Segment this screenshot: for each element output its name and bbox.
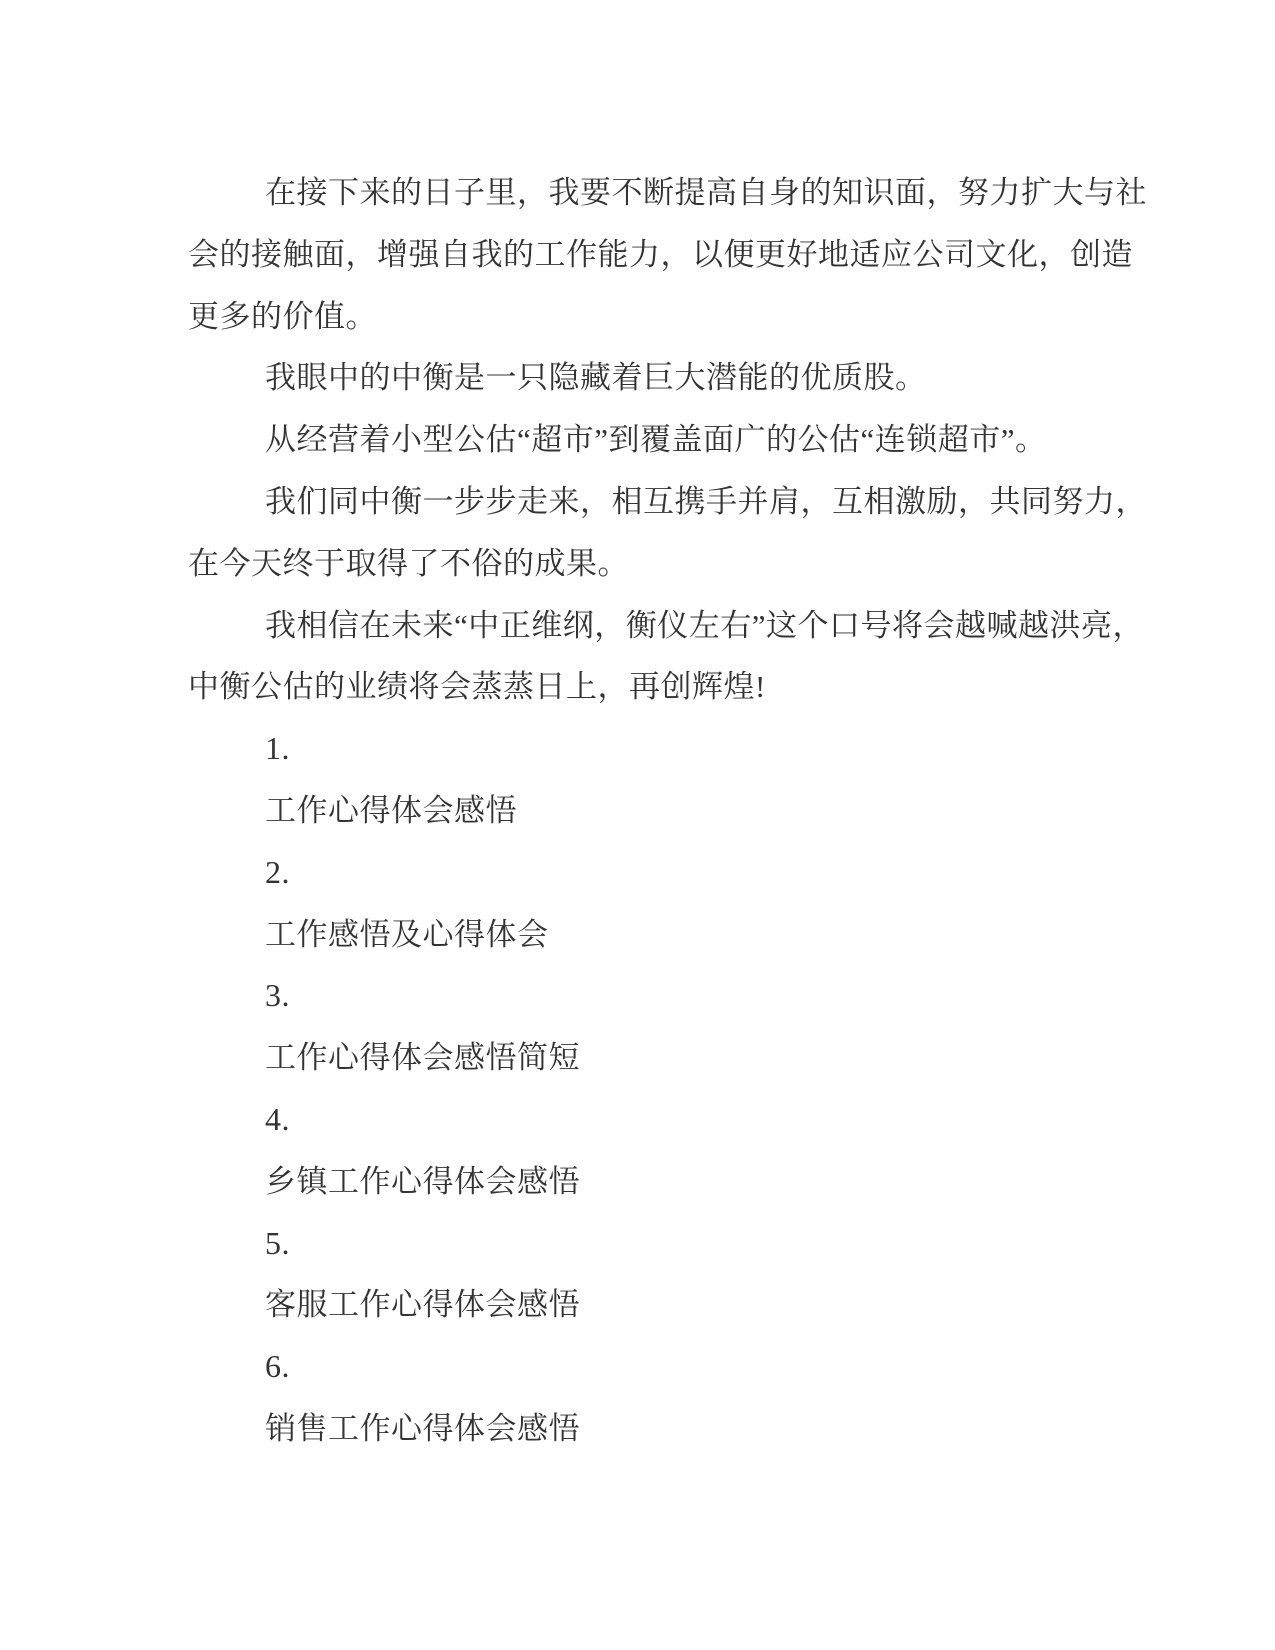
list-item-title: 乡镇工作心得体会感悟 — [265, 1163, 580, 1199]
list-item — [188, 1213, 1180, 1337]
list-item-number: 2. — [265, 853, 290, 890]
list-item-title: 工作感悟及心得体会 — [265, 916, 549, 952]
list-item-number: 3. — [265, 977, 290, 1014]
paragraph — [188, 409, 1180, 471]
list-item-number: 1. — [265, 730, 290, 767]
paragraph — [188, 162, 1180, 347]
list-item — [188, 1336, 1180, 1460]
paragraph-line: 更多的价值。 — [188, 298, 377, 334]
paragraph — [188, 595, 1180, 719]
paragraph-line: 在接下来的日子里，我要不断提高自身的知识面，努力扩大与社 — [265, 175, 1147, 210]
paragraph-line: 我眼中的中衡是一只隐藏着巨大潜能的优质股。 — [265, 360, 927, 396]
list-item — [188, 1089, 1180, 1213]
list-item-title: 工作心得体会感悟 — [265, 792, 517, 828]
list-item — [188, 718, 1180, 842]
document-body — [188, 162, 1180, 1460]
list-item-number: 4. — [265, 1100, 290, 1137]
paragraph — [188, 471, 1180, 595]
list-item-title: 工作心得体会感悟简短 — [265, 1040, 580, 1076]
paragraph-line: 我们同中衡一步步走来，相互携手并肩，互相激励，共同努力， — [265, 483, 1147, 519]
list-item-number: 5. — [265, 1224, 290, 1261]
list-item — [188, 965, 1180, 1089]
list-item-title: 客服工作心得体会感悟 — [265, 1287, 580, 1323]
paragraph-line: 会的接触面，增强自我的工作能力，以便更好地适应公司文化，创造 — [188, 236, 1133, 272]
paragraph — [188, 347, 1180, 409]
paragraph-line: 中衡公估的业绩将会蒸蒸日上，再创辉煌! — [188, 669, 766, 705]
list-item-title: 销售工作心得体会感悟 — [265, 1410, 580, 1446]
list-item — [188, 842, 1180, 966]
paragraph-line: 我相信在未来“中正维纲，衡仪左右”这个口号将会越喊越洪亮， — [265, 607, 1145, 643]
list-item-number: 6. — [265, 1348, 290, 1385]
paragraph-line: 在今天终于取得了不俗的成果。 — [188, 545, 629, 581]
paragraph-line: 从经营着小型公估“超市”到覆盖面广的公估“连锁超市”。 — [265, 422, 1047, 458]
related-articles-list — [188, 718, 1180, 1460]
